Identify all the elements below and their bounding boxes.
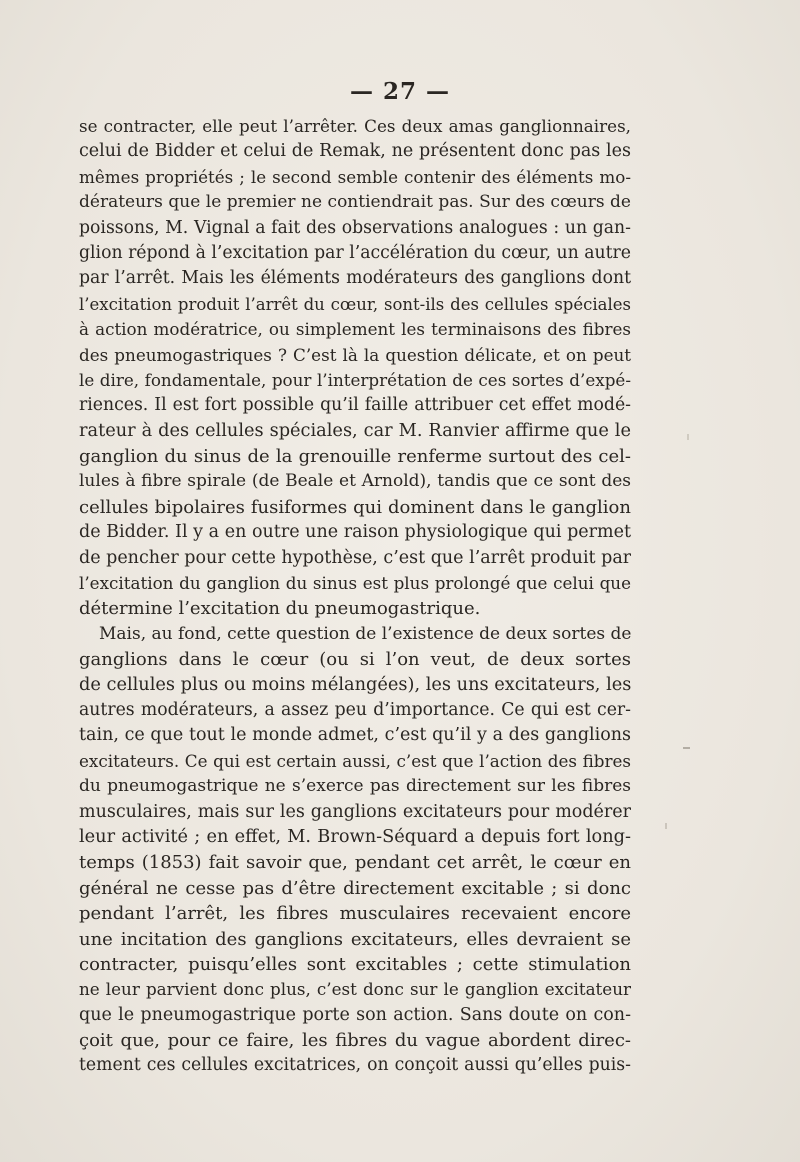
text-line: détermine l’excitation du pneumogastrique. (79, 598, 481, 620)
text-line: ganglion du sinus de la grenouille renferme surtout des cel- (79, 446, 631, 468)
text-line: une incitation des ganglions excitateurs, elles devraient se (79, 928, 631, 950)
text-line: pendant l’arrêt, les fibres musculaires recevaient encore (79, 903, 631, 925)
text-line: de cellules plus ou moins mélangées), les uns excitateurs, les (79, 674, 631, 695)
text-line: leur activité ; en effet, M. Brown-Séquard a depuis fort long- (79, 826, 631, 847)
text-line: musculaires, mais sur les ganglions excitateurs pour modérer (79, 801, 631, 822)
text-line: dérateurs que le premier ne contiendrait pas. Sur des cœurs de (79, 192, 631, 213)
text-line: tain, ce que tout le monde admet, c’est qu’il y a des ganglions (79, 725, 631, 746)
paper-speck (687, 434, 689, 440)
text-line: contracter, puisqu’elles sont excitables ; cette stimulation (79, 953, 631, 975)
body-text (79, 114, 631, 1079)
text-line: autres modérateurs, a assez peu d’importance. Ce qui est cer- (79, 699, 631, 720)
text-line: temps (1853) fait savoir que, pendant cet arrêt, le cœur en (79, 852, 631, 874)
text-line: Mais, au fond, cette question de l’existence de deux sortes de (99, 623, 631, 644)
text-line: général ne cesse pas d’être directement excitable ; si donc (79, 877, 631, 899)
text-line: glion répond à l’excitation par l’accélération du cœur, un autre (79, 242, 631, 263)
text-line: à action modératrice, ou simplement les terminaisons des fibres (79, 319, 631, 340)
text-line: celui de Bidder et celui de Remak, ne présentent donc pas les (79, 141, 631, 162)
text-line: de pencher pour cette hypothèse, c’est que l’arrêt produit par (79, 547, 631, 568)
text-line: que le pneumogastrique porte son action. Sans doute on con- (79, 1004, 631, 1025)
paper-speck (665, 823, 667, 829)
text-line: de Bidder. Il y a en outre une raison physiologique qui permet (79, 522, 631, 543)
text-line: des pneumogastriques ? C’est là la question délicate, et on peut (79, 344, 631, 365)
page-number: — 27 — (349, 78, 451, 105)
text-line: ne leur parvient donc plus, c’est donc sur le ganglion excitateur (79, 979, 631, 1000)
text-line: cellules bipolaires fusiformes qui dominent dans le ganglion (79, 496, 631, 518)
text-line: ganglions dans le cœur (ou si l’on veut, de deux sortes (79, 649, 631, 671)
text-line: l’excitation produit l’arrêt du cœur, sont-ils des cellules spéciales (79, 294, 631, 314)
text-line: l’excitation du ganglion du sinus est plus prolongé que celui que (79, 573, 631, 594)
text-line: riences. Il est fort possible qu’il faille attribuer cet effet modé- (79, 395, 631, 416)
paper-speck (683, 747, 690, 749)
text-line: tement ces cellules excitatrices, on conçoit aussi qu’elles puis- (79, 1055, 631, 1076)
text-line: mêmes propriétés ; le second semble contenir des éléments mo- (79, 166, 631, 187)
text-line: par l’arrêt. Mais les éléments modérateurs des ganglions dont (79, 268, 631, 289)
text-line: le dire, fondamentale, pour l’interprétation de ces sortes d’expé- (79, 369, 631, 390)
text-line: poissons, M. Vignal a fait des observations analogues : un gan- (79, 217, 631, 238)
text-line: çoit que, pour ce faire, les fibres du vague abordent direc- (79, 1030, 631, 1052)
text-line: du pneumogastrique ne s’exerce pas directement sur les fibres (79, 776, 631, 797)
text-line: excitateurs. Ce qui est certain aussi, c’est que l’action des fibres (79, 750, 631, 771)
text-line: rateur à des cellules spéciales, car M. Ranvier affirme que le (79, 420, 631, 441)
text-line: lules à fibre spirale (de Beale et Arnold), tandis que ce sont des (79, 471, 631, 492)
text-line: se contracter, elle peut l’arrêter. Ces deux amas ganglionnaires, (79, 116, 631, 136)
